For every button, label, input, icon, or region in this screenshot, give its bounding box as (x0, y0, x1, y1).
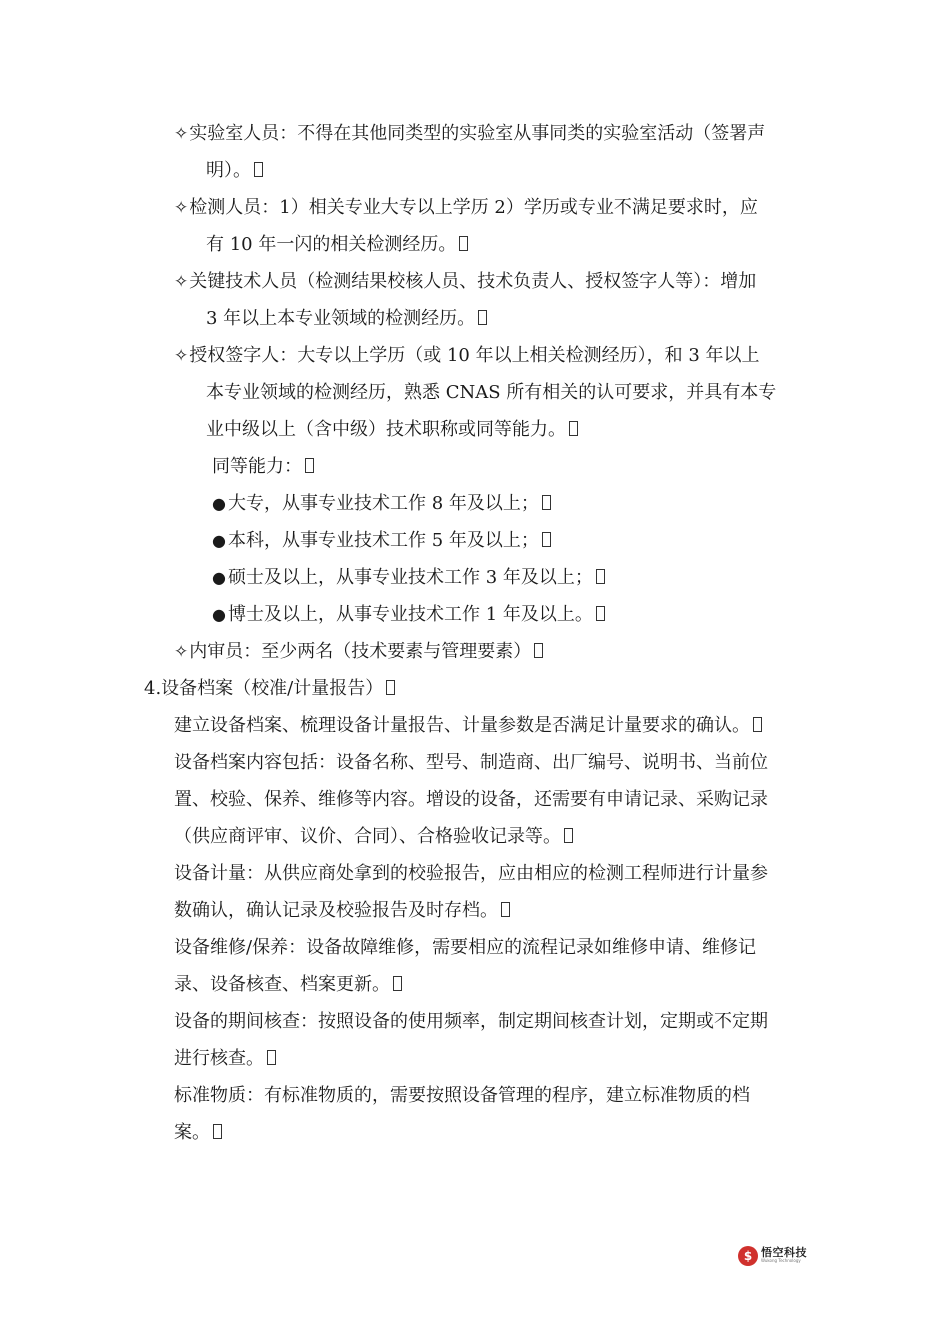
paragraph-line (174, 862, 768, 886)
missing-glyph-icon (478, 310, 487, 325)
paragraph-line (174, 899, 510, 923)
text-lab-staff: 实验室人员：不得在其他同类型的实验室从事同类的实验室活动（签署声 (189, 123, 766, 144)
missing-glyph-icon (596, 569, 605, 584)
paragraph-line (174, 1121, 222, 1145)
logo-name: 悟空科技 (761, 1246, 807, 1259)
text-bachelor: 本科，从事专业技术工作 5 年及以上； (227, 530, 539, 551)
round-bullet-icon: ● (212, 531, 226, 550)
text-equivalent: 同等能力： (212, 456, 302, 477)
text-signatory-cont-2: 业中级以上（含中级）技术职称或同等能力。 (206, 419, 566, 440)
paragraph-line (206, 233, 468, 257)
paragraph-line (174, 1047, 276, 1071)
paragraph-line (174, 1010, 768, 1034)
text-signatory-cont: 本专业领域的检测经历，熟悉 CNAS 所有相关的认可要求，并具有本专 (206, 382, 777, 403)
text-metering-cont: 数确认，确认记录及校验报告及时存档。 (174, 900, 498, 921)
paragraph-line (212, 455, 314, 479)
section-heading (144, 677, 395, 701)
missing-glyph-icon (753, 717, 762, 732)
text-maintenance: 设备维修/保养：设备故障维修，需要相应的流程记录如维修申请、维修记 (174, 937, 757, 958)
text-reference-material-cont: 案。 (174, 1122, 210, 1143)
text-metering: 设备计量：从供应商处拿到的校验报告，应由相应的检测工程师进行计量参 (174, 863, 768, 884)
round-bullet-icon: ● (212, 494, 226, 513)
logo-subtitle: Wukong Technology (761, 1258, 801, 1263)
paragraph-line (174, 122, 765, 146)
list-item (212, 529, 551, 553)
text-periodic-check: 设备的期间核查：按照设备的使用频率，制定期间核查计划，定期或不定期 (174, 1011, 768, 1032)
text-maintenance-cont: 录、设备核查、档案更新。 (174, 974, 390, 995)
text-file-content-cont-2: （供应商评审、议价、合同）、合格验收记录等。 (174, 826, 561, 847)
diamond-bullet-icon: ✧ (174, 346, 189, 366)
text-auditor: 内审员：至少两名（技术要素与管理要素） (189, 641, 532, 662)
paragraph-line (174, 1084, 750, 1108)
text-doctor: 博士及以上，从事专业技术工作 1 年及以上。 (227, 604, 593, 625)
text-key-staff: 关键技术人员（检测结果校核人员、技术负责人、授权签字人等）：增加 (189, 271, 757, 292)
diamond-bullet-icon: ✧ (174, 124, 189, 144)
logo-mark-icon: $ (738, 1246, 758, 1266)
paragraph-line (206, 159, 263, 183)
paragraph-line (174, 270, 756, 294)
round-bullet-icon: ● (212, 568, 226, 587)
missing-glyph-icon (596, 606, 605, 621)
paragraph-line (174, 751, 768, 775)
text-periodic-check-cont: 进行核查。 (174, 1048, 264, 1069)
missing-glyph-icon (501, 902, 510, 917)
missing-glyph-icon (213, 1124, 222, 1139)
diamond-bullet-icon: ✧ (174, 642, 189, 662)
missing-glyph-icon (459, 236, 468, 251)
paragraph-line (174, 714, 762, 738)
missing-glyph-icon (386, 680, 395, 695)
missing-glyph-icon (564, 828, 573, 843)
text-file-content: 设备档案内容包括：设备名称、型号、制造商、出厂编号、说明书、当前位 (174, 752, 768, 773)
text-lab-staff-cont: 明）。 (206, 160, 251, 181)
missing-glyph-icon (569, 421, 578, 436)
paragraph-line (174, 344, 760, 368)
text-college: 大专，从事专业技术工作 8 年及以上； (227, 493, 539, 514)
missing-glyph-icon (542, 495, 551, 510)
missing-glyph-icon (267, 1050, 276, 1065)
paragraph-line (174, 640, 543, 664)
diamond-bullet-icon: ✧ (174, 272, 189, 292)
paragraph-line (174, 825, 573, 849)
text-key-staff-cont: 3 年以上本专业领域的检测经历。 (206, 308, 476, 329)
round-bullet-icon: ● (212, 605, 226, 624)
paragraph-line (206, 418, 578, 442)
text-section-4: 4.设备档案（校准/计量报告） (144, 678, 384, 699)
missing-glyph-icon (534, 643, 543, 658)
text-reference-material: 标准物质：有标准物质的，需要按照设备管理的程序，建立标准物质的档 (174, 1085, 750, 1106)
diamond-bullet-icon: ✧ (174, 198, 189, 218)
text-master: 硕士及以上，从事专业技术工作 3 年及以上； (227, 567, 593, 588)
missing-glyph-icon (254, 162, 263, 177)
missing-glyph-icon (542, 532, 551, 547)
paragraph-line (206, 307, 487, 331)
list-item (212, 603, 605, 627)
paragraph-line (174, 788, 768, 812)
text-test-staff: 检测人员：1）相关专业大专以上学历 2）学历或专业不满足要求时，应 (189, 197, 758, 218)
list-item (212, 566, 605, 590)
paragraph-line (206, 381, 776, 405)
text-test-staff-cont: 有 10 年一闪的相关检测经历。 (206, 234, 457, 255)
paragraph-line (174, 936, 756, 960)
missing-glyph-icon (305, 458, 314, 473)
missing-glyph-icon (393, 976, 402, 991)
paragraph-line (174, 973, 402, 997)
text-equipment-setup: 建立设备档案、梳理设备计量报告、计量参数是否满足计量要求的确认。 (174, 715, 750, 736)
company-logo (738, 1242, 818, 1270)
text-signatory: 授权签字人：大专以上学历（或 10 年以上相关检测经历），和 3 年以上 (189, 345, 760, 366)
list-item (212, 492, 551, 516)
text-file-content-cont: 置、校验、保养、维修等内容。增设的设备，还需要有申请记录、采购记录 (174, 789, 768, 810)
paragraph-line (174, 196, 758, 220)
